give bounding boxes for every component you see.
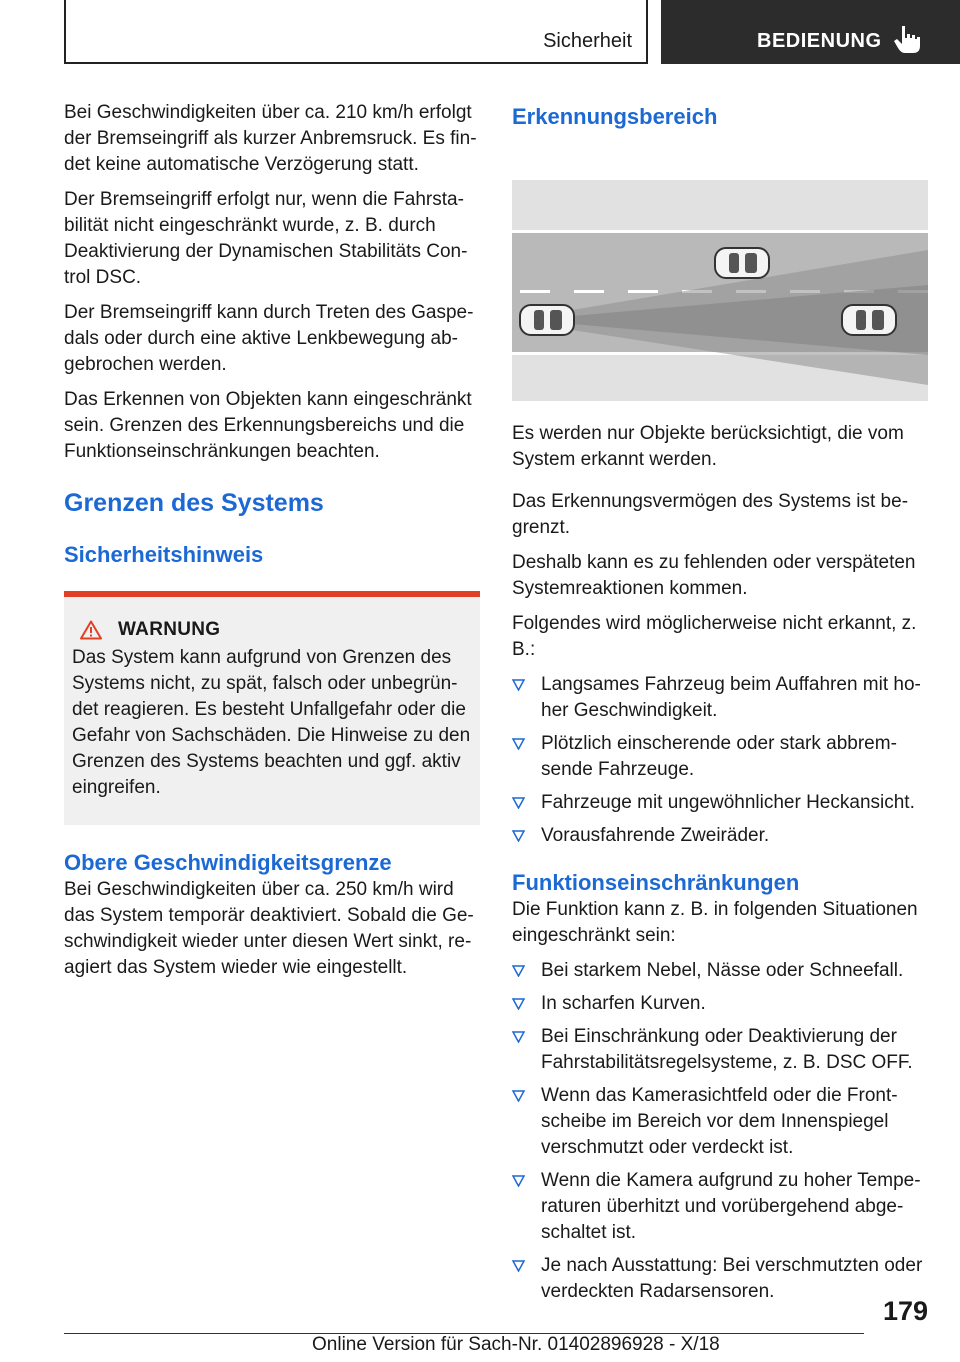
paragraph: Deshalb kann es zu fehlenden oder verspäteten Systemreaktionen kommen. [512, 552, 916, 599]
right-column [512, 100, 928, 1312]
page-number: 179 [882, 1296, 928, 1326]
header-section-box [64, 0, 648, 64]
own-car [520, 305, 574, 335]
heading-detection-range: Erkennungsbereich [512, 104, 718, 129]
warning-box [64, 591, 480, 825]
bullet-triangle-icon [512, 965, 525, 977]
list-item-text: In scharfen Kurven. [541, 993, 706, 1014]
list-item-text: Vorausfahrende Zweiräder. [541, 825, 770, 846]
detection-range-illustration [512, 180, 928, 401]
heading-upper-speed-limit: Obere Geschwindigkeitsgrenze [64, 850, 392, 875]
footer-online-version: Online Version für Sach-Nr. 01402896928 - X/18 [312, 1334, 720, 1355]
list-item-text: Wenn die Kamera aufgrund zu hoher Temperaturen überhitzt und vorübergehend abgeschaltet ist. [541, 1170, 921, 1243]
list-item-text: Bei Einschränkung oder Deaktivierung der Fahrstabilitätsregelsysteme, z. B. DSC OFF. [541, 1026, 913, 1073]
paragraph-speed-limit: Bei Geschwindigkeiten über ca. 250 km/h wird das System temporär deaktiviert. Sobald die Geschwindigkeit wieder unter diesen Wert sinkt, reagiert das System wieder wie eingestellt. [64, 879, 474, 978]
heading-function-restrictions: Funktionseinschränkungen [512, 870, 800, 895]
list-item-text: Fahrzeuge mit ungewöhnlicher Heckansicht. [541, 792, 915, 813]
list-item-text: Je nach Ausstattung: Bei verschmutzten oder verdeckten Radarsensoren. [541, 1255, 923, 1302]
bullet-triangle-icon [512, 1090, 525, 1102]
warning-triangle-icon [80, 620, 102, 640]
warning-text: Das System kann aufgrund von Grenzen des Systems nicht, zu spät, falsch oder unbegründet reagieren. Es besteht Unfallgefahr oder die Gefahr von Sachschäden. Die Hinweise zu den Grenzen des Systems beachten und ggf. aktiv eingreifen. [72, 647, 471, 798]
detection-list [512, 672, 928, 849]
paragraph: Der Bremseingriff kann durch Treten des Gaspedals oder durch eine aktive Lenkbewegung abgebrochen werden. [64, 302, 474, 375]
car-other-lane [715, 248, 769, 278]
heading-system-limits: Grenzen des Systems [64, 489, 324, 517]
bullet-triangle-icon [512, 830, 525, 842]
paragraph: Es werden nur Objekte berücksichtigt, die vom System erkannt werden. [512, 423, 904, 470]
bullet-triangle-icon [512, 1175, 525, 1187]
restrictions-list [512, 958, 928, 1305]
list-item [512, 731, 928, 783]
paragraph: Das Erkennungsvermögen des Systems ist begrenzt. [512, 491, 909, 538]
car-ahead [842, 305, 896, 335]
list-item [512, 1253, 928, 1305]
list-item [512, 823, 928, 849]
left-column [64, 100, 480, 990]
pointing-hand-icon [893, 24, 921, 54]
list-item-text: Wenn das Kamerasichtfeld oder die Frontscheibe im Bereich vor dem Innenspiegel verschmutzt oder verdeckt ist. [541, 1085, 898, 1158]
paragraph: Die Funktion kann z. B. in folgenden Situationen eingeschränkt sein: [512, 899, 918, 946]
paragraph: Folgendes wird möglicherweise nicht erkannt, z. B.: [512, 613, 917, 660]
road-illustration-svg [512, 180, 928, 401]
list-item [512, 790, 928, 816]
bullet-triangle-icon [512, 797, 525, 809]
list-item [512, 672, 928, 724]
list-item [512, 991, 928, 1017]
header-chapter-tab [661, 0, 960, 64]
warning-title-row [72, 619, 472, 641]
list-item [512, 1168, 928, 1246]
list-item [512, 958, 928, 984]
paragraph: Das Erkennen von Objekten kann eingeschränkt sein. Grenzen des Erkennungsbereichs und die Funktionseinschränkungen beachten. [64, 389, 472, 462]
bullet-triangle-icon [512, 679, 525, 691]
paragraph: Der Bremseingriff erfolgt nur, wenn die Fahrstabilität nicht eingeschränkt wurde, z. B. durch Deaktivierung der Dynamischen Stabilitäts Control DSC. [64, 189, 468, 288]
bullet-triangle-icon [512, 1260, 525, 1272]
bullet-triangle-icon [512, 1031, 525, 1043]
list-item [512, 1024, 928, 1076]
list-item-text: Plötzlich einscherende oder stark abbremsende Fahrzeuge. [541, 733, 897, 780]
list-item-text: Bei starkem Nebel, Nässe oder Schneefall. [541, 960, 904, 981]
heading-safety-note: Sicherheitshinweis [64, 542, 264, 567]
header-section-title: Sicherheit [543, 30, 632, 52]
list-item-text: Langsames Fahrzeug beim Auffahren mit hoher Geschwindigkeit. [541, 674, 921, 721]
bullet-triangle-icon [512, 998, 525, 1010]
list-item [512, 1083, 928, 1161]
paragraph: Bei Geschwindigkeiten über ca. 210 km/h erfolgt der Bremseingriff als kurzer Anbremsruck. Es findet keine automatische Verzögerung statt. [64, 102, 477, 175]
bullet-triangle-icon [512, 738, 525, 750]
warning-title: WARNUNG [118, 619, 221, 640]
header-chapter-title: BEDIENUNG [757, 30, 882, 52]
